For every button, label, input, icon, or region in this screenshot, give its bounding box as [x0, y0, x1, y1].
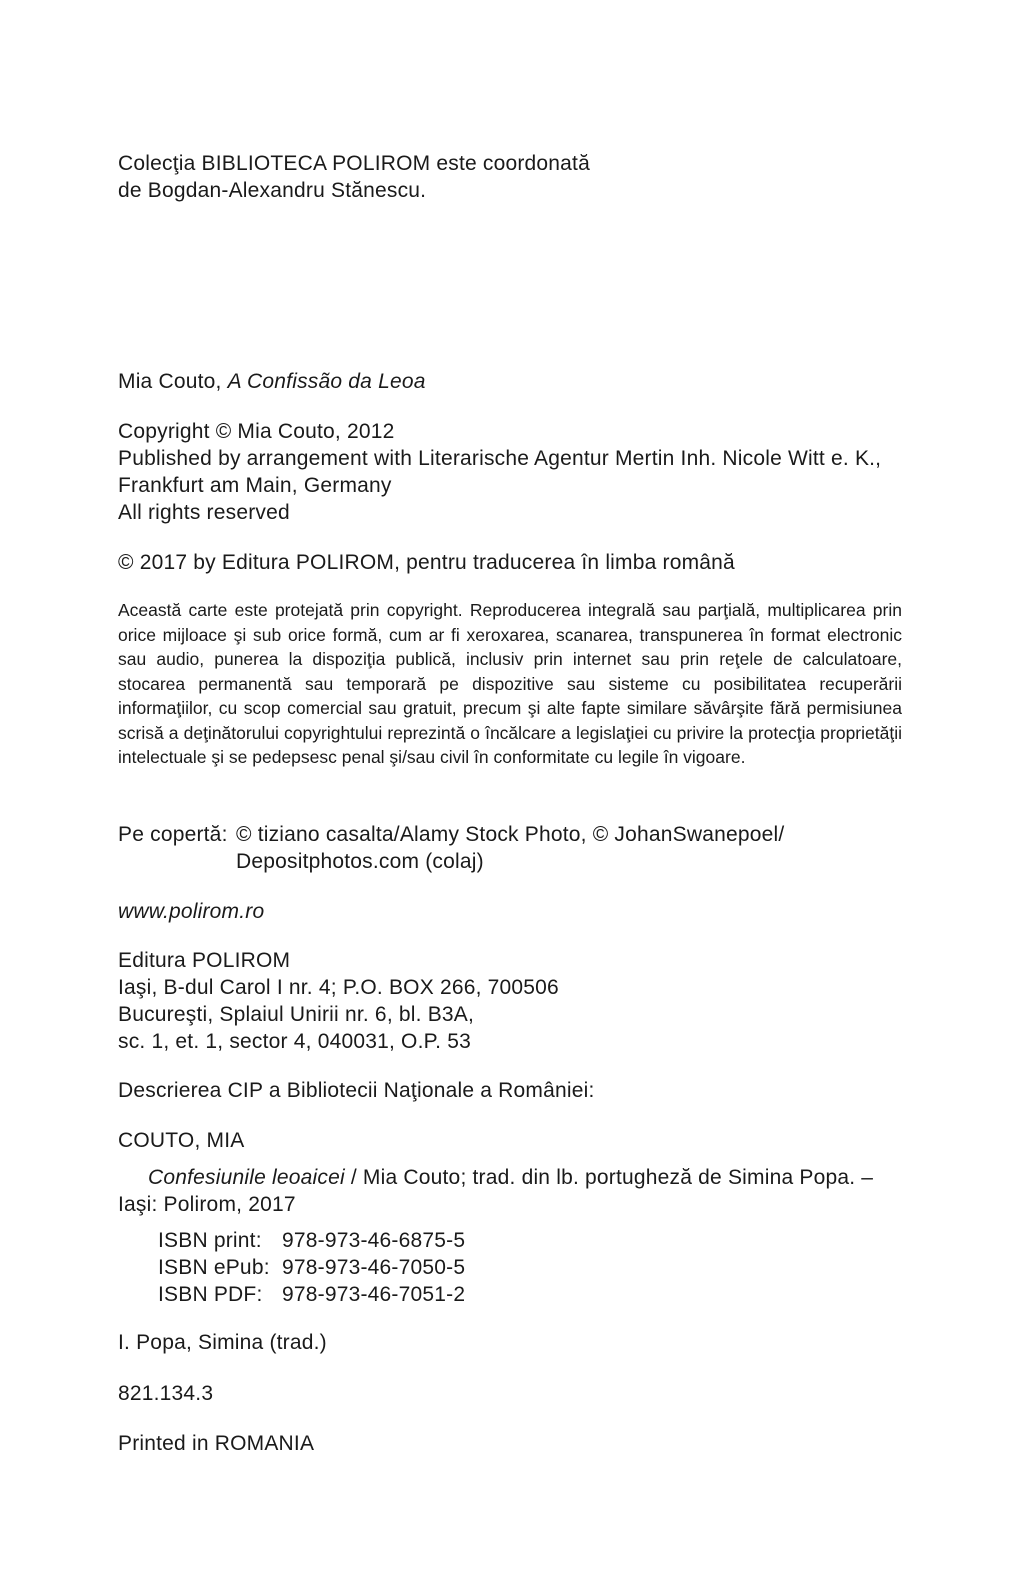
isbn-value: 978-973-46-7051-2: [282, 1283, 466, 1306]
cip-heading: Descrierea CIP a Bibliotecii Naţionale a României:: [118, 1079, 595, 1102]
isbn-row: [118, 1281, 465, 1308]
collection-line-2: de Bogdan-Alexandru Stănescu.: [118, 179, 427, 202]
isbn-label: ISBN print:: [158, 1229, 262, 1252]
original-title-line: [118, 368, 426, 395]
cip-classification: 821.134.3: [118, 1382, 214, 1405]
copyright-block: [118, 418, 881, 526]
copyright-line-2: Published by arrangement with Literarische Agentur Mertin Inh. Nicole Witt e. K.,: [118, 447, 882, 470]
publisher-address-3: sc. 1, et. 1, sector 4, 040031, O.P. 53: [118, 1030, 471, 1053]
copyright-line-4: All rights reserved: [118, 501, 290, 524]
isbn-value: 978-973-46-6875-5: [282, 1229, 466, 1252]
isbn-list: [118, 1227, 465, 1308]
isbn-value: 978-973-46-7050-5: [282, 1256, 466, 1279]
original-title: A Confissão da Leoa: [227, 370, 426, 393]
translation-rights: [118, 549, 735, 576]
cip-title: Confesiunile leoaicei: [148, 1166, 345, 1189]
printed-in: Printed in ROMANIA: [118, 1432, 315, 1455]
cover-credit-line-2: Depositphotos.com (colaj): [236, 850, 484, 873]
copyright-line-3: Frankfurt am Main, Germany: [118, 474, 392, 497]
isbn-label: ISBN PDF:: [158, 1283, 263, 1306]
publisher-block: [118, 947, 559, 1055]
translation-rights-text: © 2017 by Editura POLIROM, pentru traducerea în limba română: [118, 551, 735, 574]
publisher-address-1: Iaşi, B-dul Carol I nr. 4; P.O. BOX 266, 700506: [118, 976, 559, 999]
isbn-row: [118, 1254, 465, 1281]
cover-credit-line-1: © tiziano casalta/Alamy Stock Photo, © JohanSwanepoel/: [236, 823, 785, 846]
cip-contributor: I. Popa, Simina (trad.): [118, 1331, 327, 1354]
isbn-label: ISBN ePub:: [158, 1256, 270, 1279]
website: www.polirom.ro: [118, 900, 265, 923]
collection-note: [118, 150, 590, 204]
cover-label: Pe copertă:: [118, 823, 228, 846]
original-author: Mia Couto,: [118, 370, 228, 393]
publisher-name: Editura POLIROM: [118, 949, 291, 972]
copyright-line-1: Copyright © Mia Couto, 2012: [118, 420, 395, 443]
publisher-address-2: Bucureşti, Splaiul Unirii nr. 6, bl. B3A,: [118, 1003, 475, 1026]
cip-imprint: Iaşi: Polirom, 2017: [118, 1193, 296, 1216]
cip-author: COUTO, MIA: [118, 1129, 245, 1152]
legal-notice: Această carte este protejată prin copyright. Reproducerea integrală sau parţială, multiplicarea prin orice mijloace şi sub orice formă, cum ar fi xeroxarea, scanarea, transpunerea în format electronic sau audio, punerea la dispoziţia publică, inclusiv prin internet sau prin reţele de calculatoare, stocarea permanentă sau temporară pe dispozitive sau sisteme cu posibilitatea recuperării informaţiilor, cu scop comercial sau gratuit, precum şi alte fapte similare săvârşite fără permisiunea scrisă a deţinătorului copyrightului reprezintă o încălcare a legislaţiei cu privire la protecţia proprietăţii intelectuale şi se pedepsesc penal şi/sau civil în conformitate cu legile în vigoare.: [118, 600, 902, 767]
isbn-row: [118, 1227, 465, 1254]
cover-credits: [118, 821, 784, 875]
cip-record: [118, 1164, 873, 1218]
collection-line-1: Colecţia BIBLIOTECA POLIROM este coordonată: [118, 152, 590, 175]
cip-description: / Mia Couto; trad. din lb. portugheză de Simina Popa. –: [344, 1166, 874, 1189]
